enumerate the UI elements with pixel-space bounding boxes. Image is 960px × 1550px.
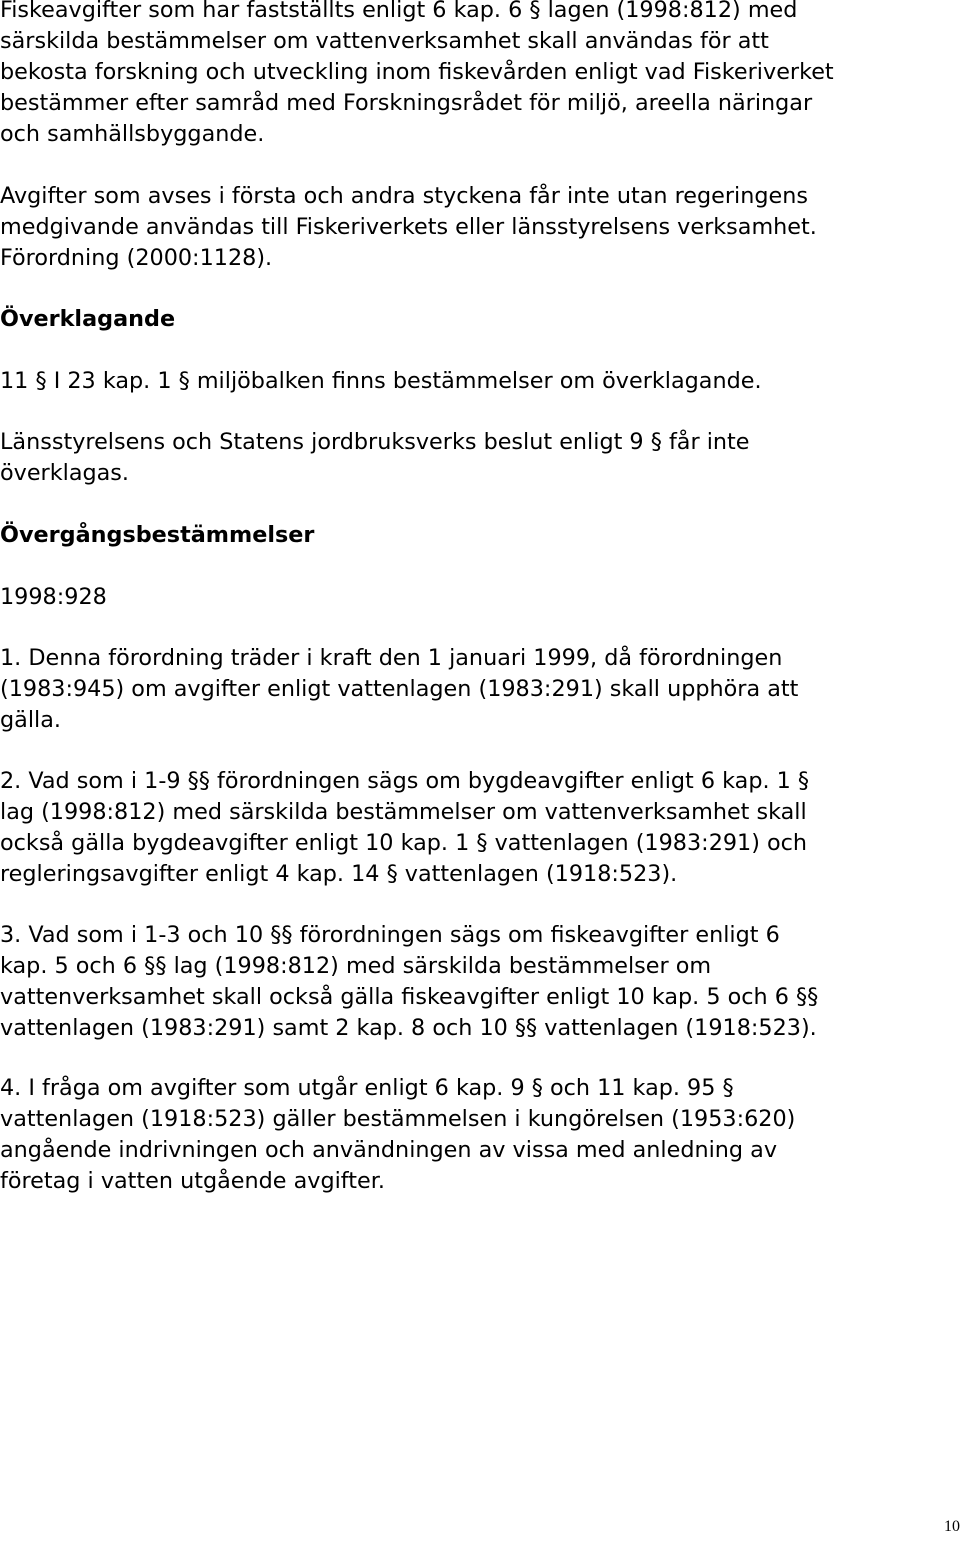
text-line: särskilda bestämmelser om vattenverksamhet skall användas för att	[0, 28, 769, 54]
paragraph-avgifter	[0, 181, 958, 274]
text-line: medgivande användas till Fiskeriverkets eller länsstyrelsens verksamhet.	[0, 214, 817, 240]
paragraph-section-11	[0, 366, 958, 397]
paragraph-point-1	[0, 643, 958, 736]
paragraph-point-4	[0, 1073, 958, 1197]
text-line: kap. 5 och 6 §§ lag (1998:812) med särskilda bestämmelser om	[0, 953, 712, 979]
text-line: vattenverksamhet skall också gälla fiskeavgifter enligt 10 kap. 5 och 6 §§	[0, 984, 819, 1010]
text-line: regleringsavgifter enligt 4 kap. 14 § vattenlagen (1918:523).	[0, 861, 678, 887]
paragraph-fiskeavgifter	[0, 0, 958, 150]
text-line: 2. Vad som i 1-9 §§ förordningen sägs om bygdeavgifter enligt 6 kap. 1 §	[0, 768, 810, 794]
text-line: bestämmer efter samråd med Forskningsrådet för miljö, areella näringar	[0, 90, 813, 116]
text-line: Länsstyrelsens och Statens jordbruksverks beslut enligt 9 § får inte	[0, 429, 750, 455]
text-line: 4. I fråga om avgifter som utgår enligt 6 kap. 9 § och 11 kap. 95 §	[0, 1075, 734, 1101]
paragraph-point-2	[0, 766, 958, 890]
page-number: 10	[944, 1518, 960, 1535]
text-line: 3. Vad som i 1-3 och 10 §§ förordningen sägs om fiskeavgifter enligt 6	[0, 922, 780, 948]
paragraph-lansstyrelsens	[0, 427, 958, 489]
heading-overklagande: Överklagande	[0, 306, 176, 332]
text-line: och samhällsbyggande.	[0, 121, 265, 147]
text-line: vattenlagen (1918:523) gäller bestämmelsen i kungörelsen (1953:620)	[0, 1106, 796, 1132]
heading-overgangsbestammelser: Övergångsbestämmelser	[0, 522, 315, 548]
text-line: Fiskeavgifter som har fastställts enligt 6 kap. 6 § lagen (1998:812) med	[0, 0, 798, 23]
text-line: överklagas.	[0, 460, 130, 486]
text-line: gälla.	[0, 707, 61, 733]
text-line: Förordning (2000:1128).	[0, 245, 273, 271]
text-line: 1998:928	[0, 584, 107, 610]
text-line: (1983:945) om avgifter enligt vattenlagen (1983:291) skall upphöra att	[0, 676, 799, 702]
text-line: företag i vatten utgående avgifter.	[0, 1168, 385, 1194]
text-line: också gälla bygdeavgifter enligt 10 kap. 1 § vattenlagen (1983:291) och	[0, 830, 808, 856]
text-line: 11 § I 23 kap. 1 § miljöbalken finns bestämmelser om överklagande.	[0, 368, 762, 394]
paragraph-point-3	[0, 920, 958, 1044]
text-line: lag (1998:812) med särskilda bestämmelser om vattenverksamhet skall	[0, 799, 807, 825]
text-line: 1. Denna förordning träder i kraft den 1 januari 1999, då förordningen	[0, 645, 783, 671]
text-line: angående indrivningen och användningen av vissa med anledning av	[0, 1137, 778, 1163]
text-line: Avgifter som avses i första och andra styckena får inte utan regeringens	[0, 183, 808, 209]
paragraph-sfs-number	[0, 582, 958, 613]
text-line: bekosta forskning och utveckling inom fiskevården enligt vad Fiskeriverket	[0, 59, 834, 85]
text-line: vattenlagen (1983:291) samt 2 kap. 8 och 10 §§ vattenlagen (1918:523).	[0, 1015, 817, 1041]
